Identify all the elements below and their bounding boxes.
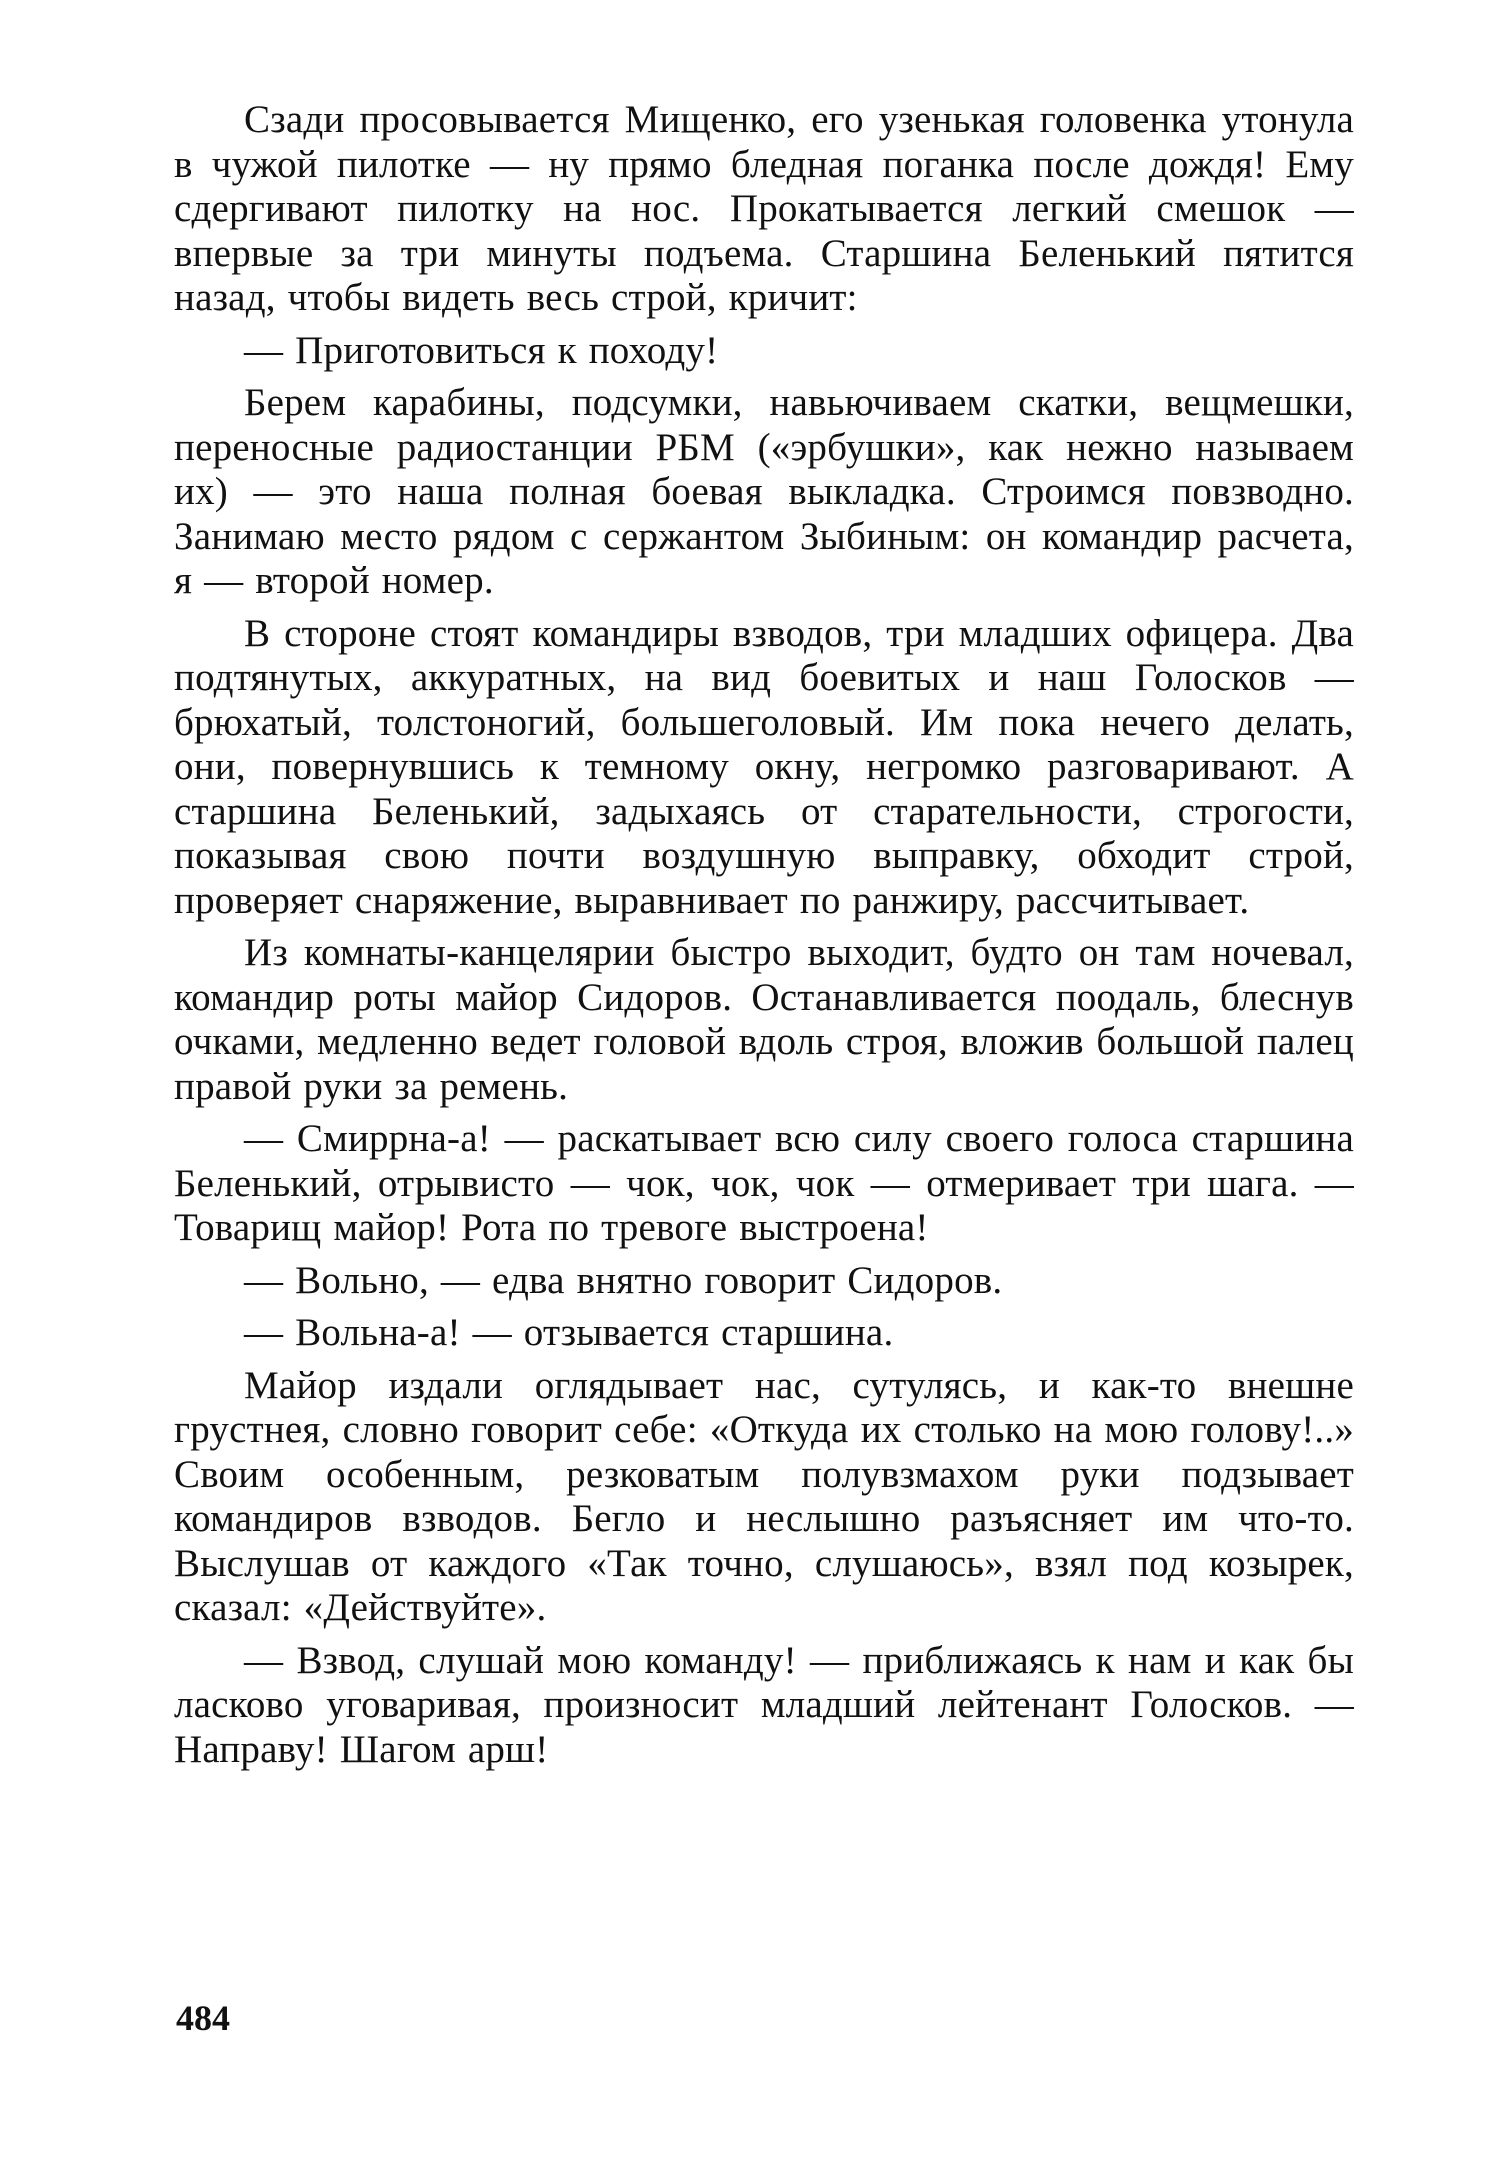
paragraph-4: В стороне стоят командиры взводов, три младших офицера. Два подтянутых, аккуратных, на вид боевитых и наш Голосков — брюхатый, толстоногий, большеголовый. Им пока нечего делать, они, повернувшись к темному окну, негромко разговаривают. А старшина Беленький, задыхаясь от старательности, строгости, показывая свою почти воздушную выправку, обходит строй, проверяет снаряжение, выравнивает по ранжиру, рассчитывает. <box>174 611 1354 922</box>
paragraph-9: Майор издали оглядывает нас, сутулясь, и как-то внешне грустнея, словно говорит себе: «Откуда их столько на мою голову!..» Своим особенным, резковатым полувзмахом руки подзывает командиров взводов. Бегло и неслышно разъясняет им что-то. Выслушав от каждого «Так точно, слушаюсь», взял под козырек, сказал: «Действуйте». <box>174 1363 1354 1629</box>
paragraph-6: — Смиррна-а! — раскатывает всю силу своего голоса старшина Беленький, отрывисто — чок, чок, чок — отмеривает три шага. — Товарищ майор! Рота по тревоге выстроена! <box>174 1117 1354 1249</box>
page-number: 484 <box>176 1998 230 2038</box>
paragraph-5: Из комнаты-канцелярии быстро выходит, будто он там ночевал, командир роты майор Сидоров. Останавливается поодаль, блеснув очками, медленно ведет головой вдоль строя, вложив большой палец правой руки за ремень. <box>174 931 1354 1108</box>
paragraph-7: — Вольно, — едва внятно говорит Сидоров. <box>244 1258 1003 1302</box>
paragraph-10: — Взвод, слушай мою команду! — приближаясь к нам и как бы ласково уговаривая, произносит младший лейтенант Голосков. — Направу! Шагом арш! <box>174 1638 1354 1771</box>
page-body <box>174 98 1354 1772</box>
paragraph-1: Сзади просовывается Мищенко, его узенькая головенка утонула в чужой пилотке — ну прямо бледная поганка после дождя! Ему сдергивают пилотку на нос. Прокатывается легкий смешок — впервые за три минуты подъема. Старшина Беленький пятится назад, чтобы видеть весь строй, кричит: <box>174 98 1354 319</box>
paragraph-3: Берем карабины, подсумки, навьючиваем скатки, вещмешки, переносные радиостанции РБМ («эрбушки», как нежно называем их) — это наша полная боевая выкладка. Строимся повзводно. Занимаю место рядом с сержантом Зыбиным: он командир расчета, я — второй номер. <box>174 381 1354 602</box>
paragraph-8: — Вольна-а! — отзывается старшина. <box>244 1311 894 1354</box>
paragraph-2: — Приготовиться к походу! <box>244 328 719 372</box>
